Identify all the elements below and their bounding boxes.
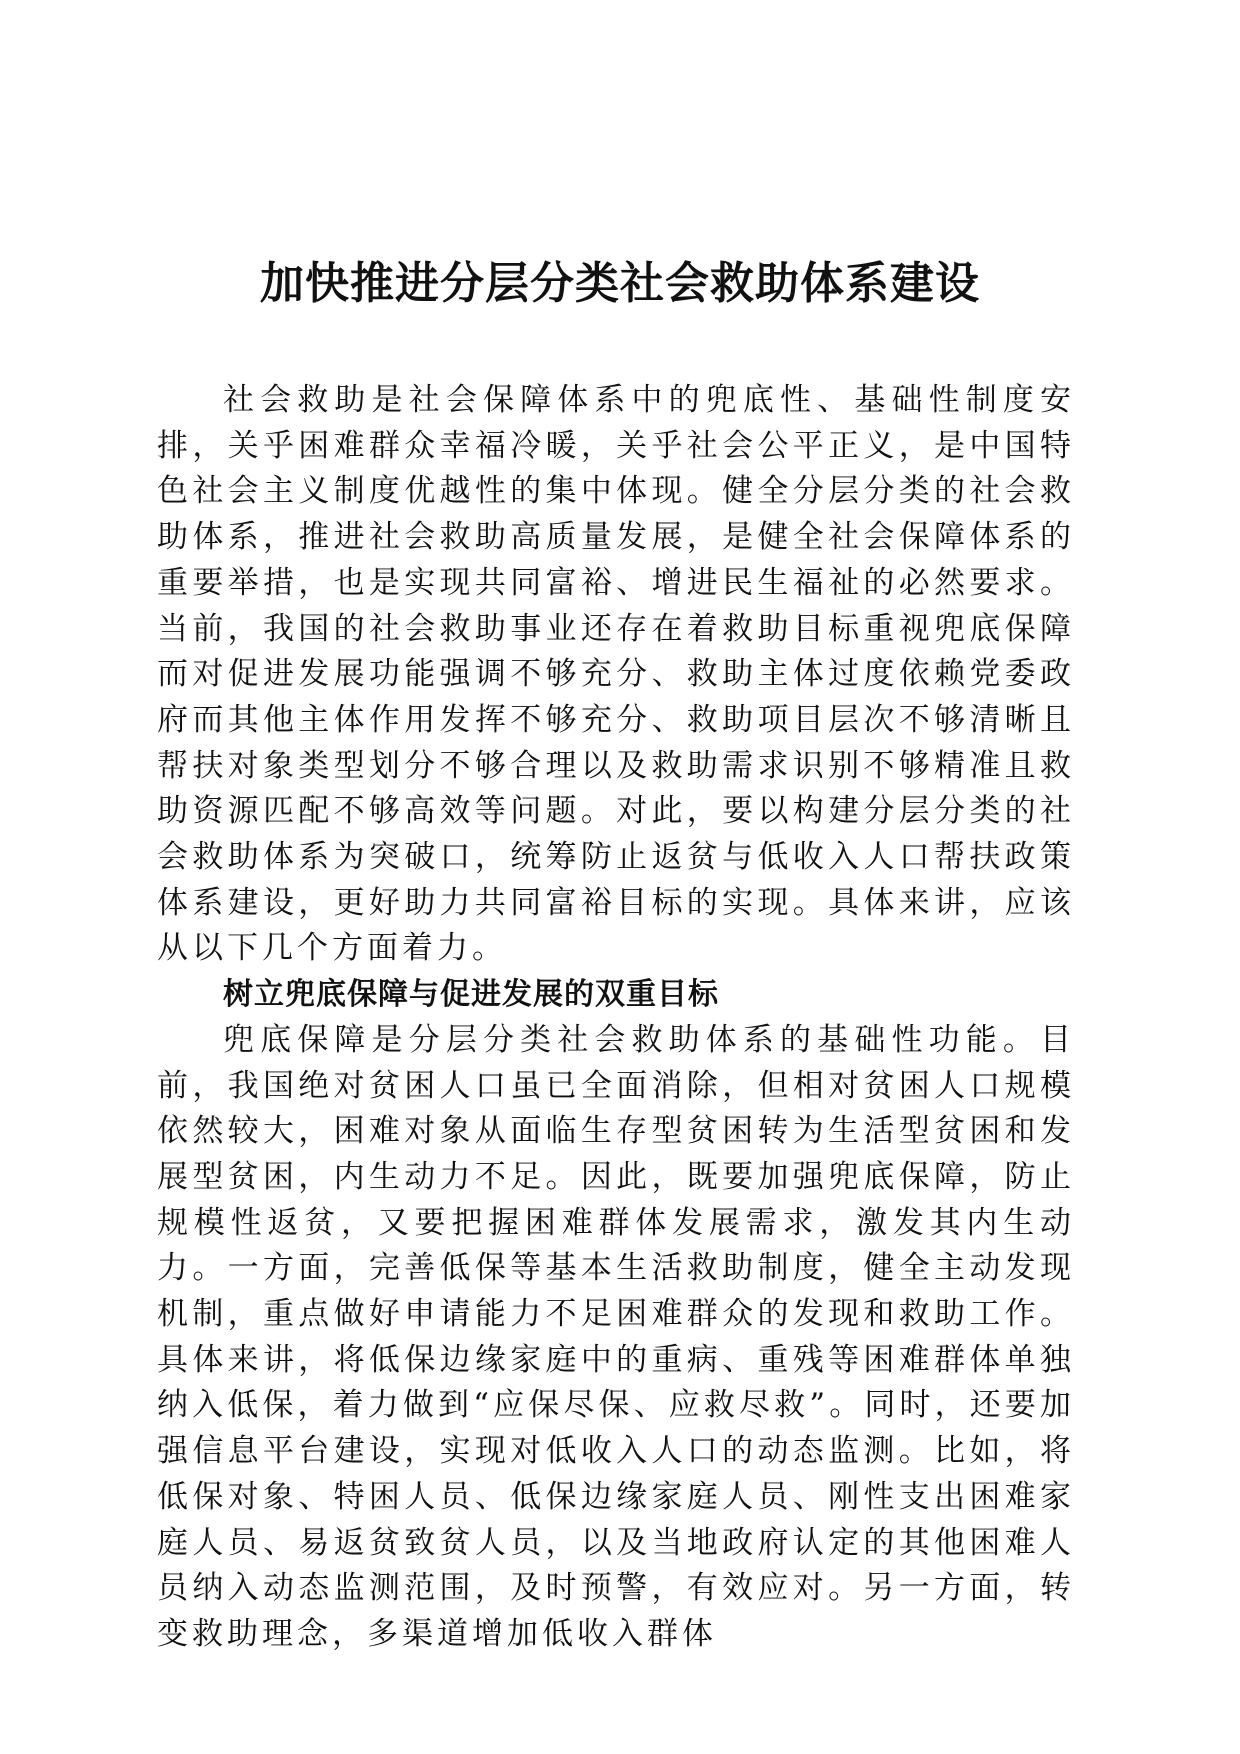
document-title: 加快推进分层分类社会救助体系建设 bbox=[260, 258, 980, 309]
section-paragraph: 兜底保障是分层分类社会救助体系的基础性功能。目前，我国绝对贫困人口虽已全面消除，但相对贫困人口规模依然较大，困难对象从面临生存型贫困转为生活型贫困和发展型贫困，内生动力不足。因此，既要加强兜底保障，防止规模性返贫，又要把握困难群体发展需求，激发其内生动力。一方面，完善低保等基本生活救助制度，健全主动发现机制，重点做好申请能力不足困难群众的发现和救助工作。具体来讲，将低保边缘家庭中的重病、重残等困难群体单独纳入低保，着力做到“应保尽保、应救尽救”。同时，还要加强信息平台建设，实现对低收入人口的动态监测。比如，将低保对象、特困人员、低保边缘家庭人员、刚性支出困难家庭人员、易返贫致贫人员，以及当地政府认定的其他困难人员纳入动态监测范围，及时预警，有效应对。另一方面，转变救助理念，多渠道增加低收入群体 bbox=[157, 1021, 1075, 1652]
section-heading: 树立兜底保障与促进发展的双重目标 bbox=[223, 977, 719, 1013]
intro-paragraph: 社会救助是社会保障体系中的兜底性、基础性制度安排，关乎困难群众幸福冷暖，关乎社会公平正义，是中国特色社会主义制度优越性的集中体现。健全分层分类的社会救助体系，推进社会救助高质量发展，是健全社会保障体系的重要举措，也是实现共同富裕、增进民生福祉的必然要求。当前，我国的社会救助事业还存在着救助目标重视兜底保障而对促进发展功能强调不够充分、救助主体过度依赖党委政府而其他主体作用发挥不够充分、救助项目层次不够清晰且帮扶对象类型划分不够合理以及救助需求识别不够精准且救助资源匹配不够高效等问题。对此，要以构建分层分类的社会救助体系为突破口，统筹防止返贫与低收入人口帮扶政策体系建设，更好助力共同富裕目标的实现。具体来讲，应该从以下几个方面着力。 bbox=[157, 382, 1075, 967]
document-body bbox=[157, 378, 1075, 1658]
